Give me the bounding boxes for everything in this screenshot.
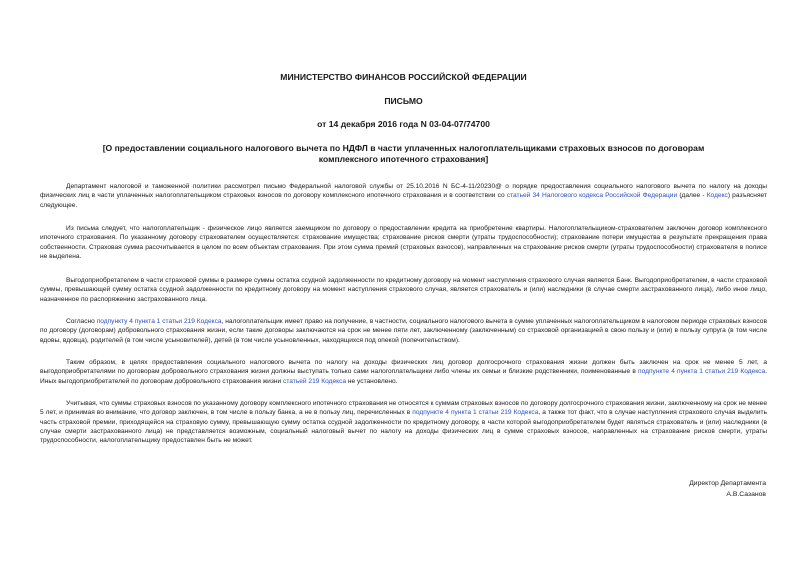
link-article-34[interactable]: статьей 34 Налогового кодекса Российской Федерации — [506, 192, 678, 200]
document-date-number: от 14 декабря 2016 года N 03-04-07/74700 — [317, 119, 490, 129]
paragraph-text: Согласно — [66, 318, 97, 325]
document-type: ПИСЬМО — [384, 96, 423, 106]
paragraph-3 — [40, 276, 767, 304]
link-subparagraph-4-article-219[interactable]: подпункте 4 пункта 1 статьи 219 Кодекса — [638, 368, 766, 376]
ministry-heading: МИНИСТЕРСТВО ФИНАНСОВ РОССИЙСКОЙ ФЕДЕРАЦИИ — [280, 72, 527, 82]
paragraph-text: Из письма следует, что налогоплательщик - физическое лицо является заемщиком по договору о предоставлении кредита на приобретение квартиры. Налогоплательщиком-страхователем заключен договор комплексного ипотечного страхования. По указанному договору страхователем осуществляется: страхование имущества; страхование рисков смерти (утраты трудоспособности); страхование потери имущества в результате прекращения права собственности. Страховая сумма рассчитывается в целом по всем объектам страхования. При этом сумма премий (страховых взносов), направленных на страхование рисков смерти (утраты трудоспособности) страхователя в полисе не выделена. — [40, 225, 767, 260]
paragraph-text: (далее - — [677, 192, 707, 200]
paragraph-text: Выгодоприобретателем в части страховой суммы в размере суммы остатка ссудной задолженности по кредитному договору на момент наступления страхового случая является Банк. Выгодоприобретателем, в части страховой суммы, превышающей сумму остатка ссудной задолженности по кредитному договору на момент наступления страхового случая, является страхователь и (или) наследники (в случае смерти застрахованного лица), либо иное лицо, назначенное по распоряжению застрахованного лица. — [40, 277, 767, 303]
paragraph-text: , а также тот факт, что в случае наступления страхового случая выделить часть страховой премии, приходящейся на страховую сумму, превышающую сумму остатка ссудной задолженности по кредитному договору, в части которой выгодоприобретателем будет являться страхователь и (или) наследники (в случае смерти застрахованного лица) не представляется возможным, социальный налоговый вычет по налогу на доходы физических лиц в сумме страховых взносов, направленных на страхование рисков смерти, утраты трудоспособности, налогоплательщику предоставлен быть не может. — [40, 409, 768, 445]
link-subparagraph-4-article-219[interactable]: подпункте 4 пункта 1 статьи 219 Кодекса — [412, 409, 539, 417]
paragraph-4 — [40, 317, 767, 345]
document-title: [О предоставлении социального налогового вычета по НДФЛ в части уплаченных налогоплательщиками страховых взносов по договорам комплексного ипотечного страхования] — [102, 143, 705, 164]
paragraph-text: , налогоплательщик имеет право на получение, в частности, социального налогового вычета в сумме уплаченных налогоплательщиком в налоговом периоде страховых взносов по договору (договорам) добровольного страхования жизни, если такие договоры заключаются на срок не менее пяти лет, заключенному (заключенным) со страховой организацией в свою пользу и (или) в пользу супруга (в том числе вдовы, вдовца), родителей (в том числе усыновителей), детей (в том числе усыновленных, находящихся под опекой (попечительством). — [40, 318, 767, 344]
paragraph-text: Департамент налоговой и таможенной политики рассмотрел письмо Федеральной налоговой службы от 25.10.2016 N БС-4-11/20230@ о порядке предоставления социального налогового вычета по налогу на доходы физических лиц в части уплаченных налогоплательщиком страховых взносов по договору комплексного ипотечного страхования и в соответствии со — [40, 183, 767, 200]
signature-position: Директор Департамента — [689, 480, 766, 487]
link-subparagraph-4-article-219[interactable]: подпункту 4 пункта 1 статьи 219 Кодекса — [96, 318, 222, 325]
paragraph-text: Таким образом, в целях предоставления социального налогового вычета по налогу на доходы физических лиц договор долгосрочного страхования жизни должен быть заключен на срок не менее 5 лет, а выгодоприобретателями по договорам добровольного страхования жизни должны выступать только сами налогоплательщики либо члены их семьи и близкие родственники, поименованные в — [40, 359, 767, 376]
paragraph-text: . Иных выгодоприобретателей по договорам добровольного страхования жизни — [40, 368, 767, 385]
paragraph-text: Учитывая, что суммы страховых взносов по указанному договору комплексного ипотечного страхования не относятся к суммам страховых взносов по договору долгосрочного страхования жизни, заключенному на срок не менее 5 лет, и принимая во внимание, что договор заключен, в том числе в пользу банка, а не в пользу лиц, перечисленных в — [40, 400, 767, 417]
paragraph-5 — [40, 358, 767, 386]
link-code[interactable]: Кодекс — [706, 192, 728, 200]
signature-name: А.В.Сазанов — [726, 491, 766, 498]
paragraph-text: не установлено. — [346, 377, 398, 385]
paragraph-6 — [40, 399, 767, 445]
paragraph-text: ) разъясняет следующее. — [40, 192, 767, 209]
paragraph-2 — [40, 224, 767, 261]
link-article-219[interactable]: статьей 219 Кодекса — [283, 377, 347, 385]
paragraph-1 — [40, 182, 767, 210]
